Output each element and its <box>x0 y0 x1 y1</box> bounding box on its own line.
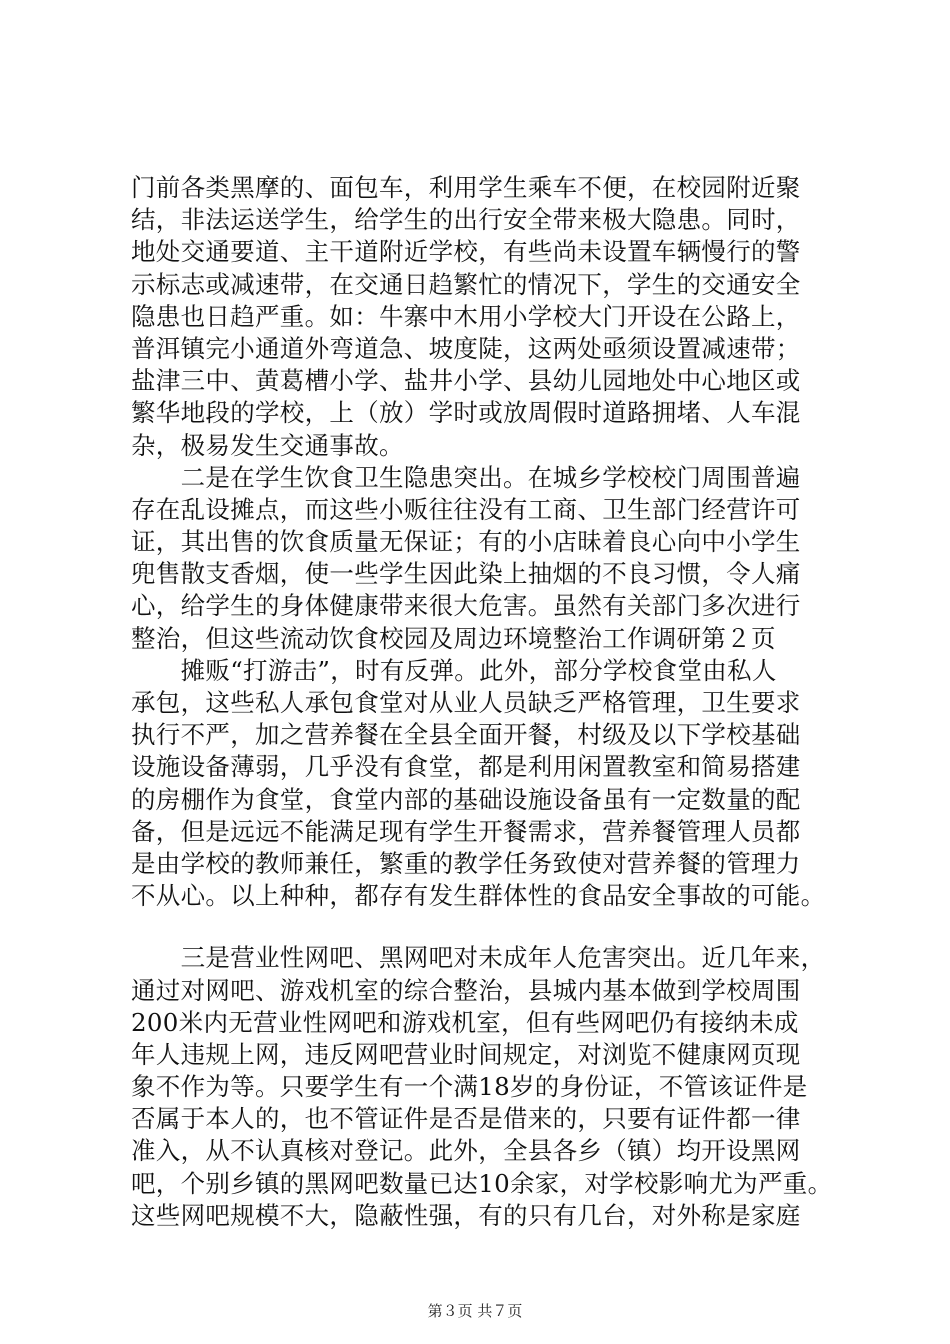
text-line: 执行不严，加之营养餐在全县全面开餐，村级及以下学校基础 <box>131 720 801 750</box>
text-line: 整治，但这些流动饮食校园及周边环境整治工作调研第２页 <box>131 623 776 653</box>
text-line: 年人违规上网，违反网吧营业时间规定，对浏览不健康网页现 <box>131 1039 801 1069</box>
text-line: 三是营业性网吧、黑网吧对未成年人危害突出。近几年来， <box>131 943 826 973</box>
text-line: 是由学校的教师兼任，繁重的教学任务致使对营养餐的管理力 <box>131 848 801 878</box>
text-line: 不从心。以上种种，都存有发生群体性的食品安全事故的可能。 <box>131 881 826 911</box>
text-line: 结，非法运送学生，给学生的出行安全带来极大隐患。同时， <box>131 205 801 235</box>
text-line: 证，其出售的饮食质量无保证；有的小店昧着良心向中小学生 <box>131 527 801 557</box>
text-line: 否属于本人的，也不管证件是否是借来的，只要有证件都一律 <box>131 1104 801 1134</box>
paragraph-gap <box>131 912 851 942</box>
text-line: 盐津三中、黄葛槽小学、盐井小学、县幼儿园地处中心地区或 <box>131 366 801 396</box>
text-line: 隐患也日趋严重。如：牛寨中木用小学校大门开设在公路上， <box>131 301 801 331</box>
text-line: 心，给学生的身体健康带来很大危害。虽然有关部门多次进行 <box>131 591 801 621</box>
text-line: 门前各类黑摩的、面包车，利用学生乘车不便，在校园附近聚 <box>131 173 801 202</box>
text-line: 普洱镇完小通道外弯道急、坡度陡，这两处亟须设置减速带； <box>131 333 801 363</box>
page-footer: 第３页 共７页 <box>427 1302 523 1320</box>
text-line: 象不作为等。只要学生有一个满18岁的身份证，不管该证件是 <box>131 1072 808 1102</box>
text-line: 准入，从不认真核对登记。此外，全县各乡（镇）均开设黑网 <box>131 1136 801 1166</box>
text-line: 杂，极易发生交通事故。 <box>131 430 404 460</box>
text-line: 通过对网吧、游戏机室的综合整治，县城内基本做到学校周围 <box>131 975 801 1005</box>
text-line: 繁华地段的学校，上（放）学时或放周假时道路拥堵、人车混 <box>131 398 801 428</box>
text-line: 摊贩“打游击”，时有反弹。此外，部分学校食堂由私人 <box>131 655 777 685</box>
document-body <box>131 172 851 1232</box>
text-line: 承包，这些私人承包食堂对从业人员缺乏严格管理，卫生要求 <box>131 688 801 717</box>
text-line: 这些网吧规模不大，隐蔽性强，有的只有几台，对外称是家庭 <box>131 1200 801 1230</box>
text-line: 二是在学生饮食卫生隐患突出。在城乡学校校门周围普遍 <box>131 462 801 492</box>
text-line: 吧，个别乡镇的黑网吧数量已达10余家，对学校影响尤为严重。 <box>131 1168 833 1198</box>
text-line: 示标志或减速带，在交通日趋繁忙的情况下，学生的交通安全 <box>131 269 801 299</box>
text-line: 兜售散支香烟，使一些学生因此染上抽烟的不良习惯，令人痛 <box>131 559 801 589</box>
text-line: 存在乱设摊点，而这些小贩往往没有工商、卫生部门经营许可 <box>131 494 801 524</box>
text-line: 200米内无营业性网吧和游戏机室，但有些网吧仍有接纳未成 <box>131 1007 799 1037</box>
text-line: 备，但是远远不能满足现有学生开餐需求，营养餐管理人员都 <box>131 816 801 846</box>
text-line: 的房棚作为食堂，食堂内部的基础设施设备虽有一定数量的配 <box>131 784 801 814</box>
text-line: 地处交通要道、主干道附近学校，有些尚未设置车辆慢行的警 <box>131 237 801 267</box>
text-line: 设施设备薄弱，几乎没有食堂，都是利用闲置教室和简易搭建 <box>131 752 801 782</box>
